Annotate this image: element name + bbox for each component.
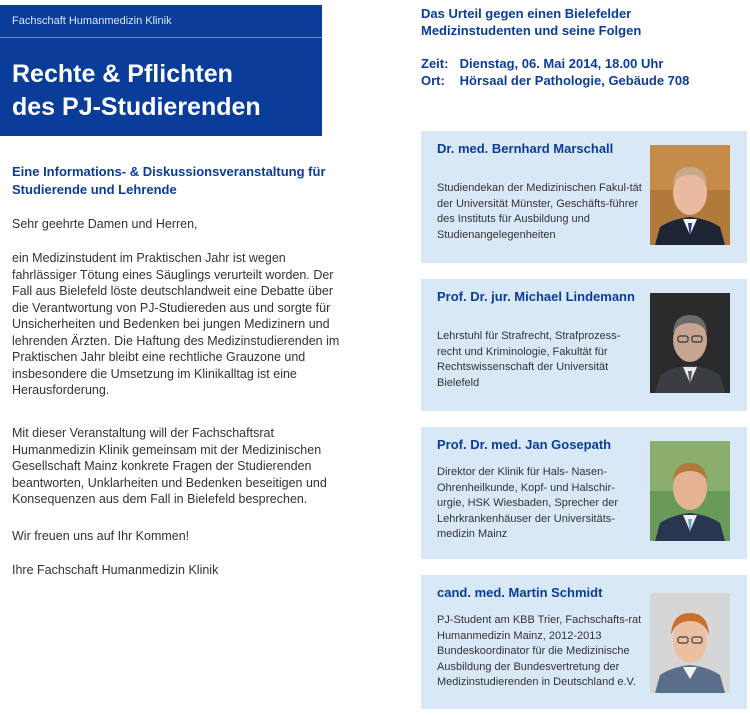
speaker-card — [421, 279, 747, 411]
time-value: Dienstag, 06. Mai 2014, 18.00 Uhr — [459, 56, 664, 71]
intro-paragraph-2: Mit dieser Veranstaltung will der Fachschaftsrat Humanmedizin Klinik gemeinsam mit der Medizinischen Gesellschaft Mainz konkrete Fragen der Studierenden beantworten, Unklarheiten und Bedenken beseitigen und Konsequenzen aus dem Fall in Bielefeld besprechen. — [12, 426, 327, 506]
event-subtitle: Das Urteil gegen einen Bielefelder Medizinstudenten und seine Folgen — [421, 6, 642, 38]
speaker-photo — [650, 145, 730, 245]
speaker-photo — [650, 293, 730, 393]
speaker-name: Prof. Dr. jur. Michael Lindemann — [437, 289, 635, 304]
place-label: Ort: — [421, 73, 445, 88]
time-label: Zeit: — [421, 56, 449, 71]
speaker-card — [421, 427, 747, 559]
place-value: Hörsaal der Pathologie, Gebäude 708 — [459, 73, 690, 88]
speaker-name: Prof. Dr. med. Jan Gosepath — [437, 437, 612, 452]
salutation: Sehr geehrte Damen und Herren, — [12, 217, 198, 231]
signature-line: Ihre Fachschaft Humanmedizin Klinik — [12, 563, 219, 577]
speaker-description: Lehrstuhl für Strafrecht, Strafprozess-recht und Kriminologie, Fakultät für Rechtswissenschaft der Universität Bielefeld — [437, 330, 621, 389]
speaker-name: Dr. med. Bernhard Marschall — [437, 141, 614, 156]
speaker-name: cand. med. Martin Schmidt — [437, 585, 603, 600]
header-banner — [0, 5, 322, 136]
intro-paragraph-1: ein Medizinstudent im Praktischen Jahr ist wegen fahrlässiger Tötung eines Säuglings verurteilt worden. Der Fall aus Bielefeld löste deutschlandweit eine Debatte über die Verantwortung von PJ-Studiereden aus und sorgte für Unsicherheiten und Bedenken bei jungen Medizinern und lehrenden Ärzten. Die Haftung des Medizinstudierenden im Praktischen Jahr bleibt eine rechtliche Grauzone und insbesondere die Umsetzung im Klinikalltag ist eine Herausforderung. — [12, 251, 340, 397]
speaker-description: Direktor der Klinik für Hals- Nasen-Ohrenheilkunde, Kopf- und Halschir-urgie, HSK Wiesbaden, Sprecher der Lehrkrankenhäuser der Universitäts-medizin Mainz — [437, 466, 618, 540]
intro-heading: Eine Informations- & Diskussionsveranstaltung für Studierende und Lehrende — [12, 164, 326, 197]
speaker-photo — [650, 593, 730, 693]
event-time — [421, 55, 663, 72]
event-place — [421, 72, 689, 89]
speaker-description: PJ-Student am KBB Trier, Fachschafts-rat Humanmedizin Mainz, 2012-2013 Bundeskoordinator für die Medizinische Ausbildung der Bundesvertretung der Medizinstudierenden in Deutschland e.V. — [437, 614, 642, 688]
header-divider — [0, 37, 322, 38]
organization-name: Fachschaft Humanmedizin Klinik — [12, 15, 172, 27]
closing-line: Wir freuen uns auf Ihr Kommen! — [12, 529, 190, 543]
speaker-card — [421, 131, 747, 263]
speaker-photo — [650, 441, 730, 541]
page-title: Rechte & Pflichten des PJ-Studierenden — [12, 60, 261, 121]
speaker-description: Studiendekan der Medizinischen Fakul-tät der Universität Münster, Geschäfts-führer des Instituts für Ausbildung und Studienangelegenheiten — [437, 182, 642, 241]
speaker-card — [421, 575, 747, 709]
